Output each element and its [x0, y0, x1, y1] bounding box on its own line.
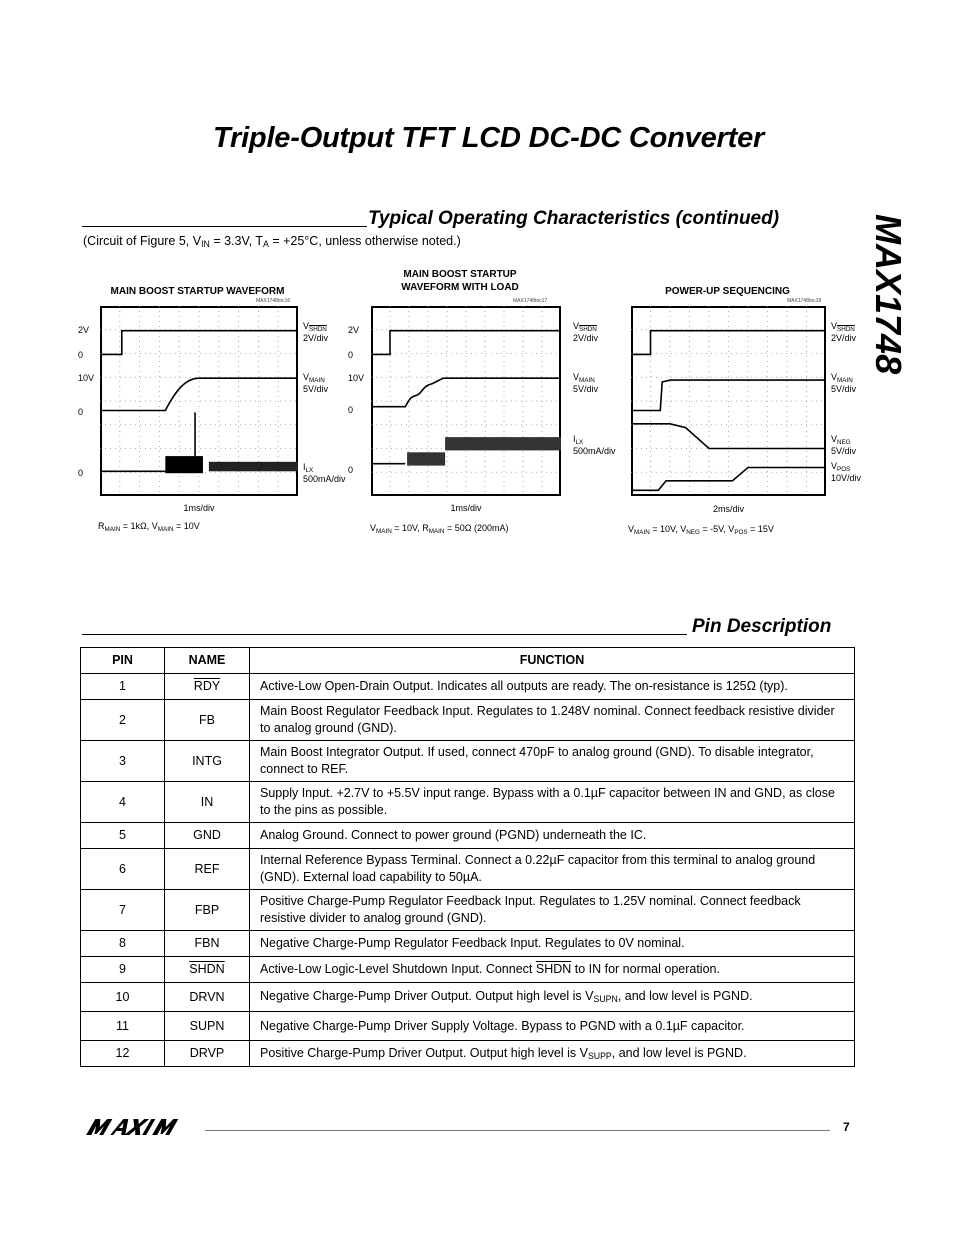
pin-name: DRVN	[165, 983, 250, 1012]
pin-name: SUPN	[165, 1012, 250, 1041]
pin-number: 2	[81, 700, 165, 741]
pin-function: Analog Ground. Connect to power ground (PGND) underneath the IC.	[250, 823, 855, 849]
header-function: FUNCTION	[250, 648, 855, 674]
chart-title: MAIN BOOST STARTUP WAVEFORM	[110, 286, 285, 297]
table-row	[81, 1041, 855, 1067]
pin-function: Main Boost Regulator Feedback Input. Regulates to 1.248V nominal. Connect feedback resistive divider to analog ground (GND).	[250, 700, 855, 741]
y-axis-label: 0	[348, 465, 354, 475]
chart-title: POWER-UP SEQUENCING	[665, 286, 790, 297]
section-rule	[82, 226, 367, 227]
channel-label: $V_{SHDN}$ 2V/div	[303, 321, 329, 343]
channel-label: $I_{LX}$ 500mA/div	[573, 434, 616, 456]
table-header-row	[81, 648, 855, 674]
channel-label: $V_{NEG}$ 5V/div	[831, 434, 857, 456]
table-row	[81, 782, 855, 823]
pin-number: 12	[81, 1041, 165, 1067]
test-conditions: (Circuit of Figure 5, $V_{IN} = 3.3V$, $T_A = +25^\circ C$, unless otherwise noted.)	[83, 234, 461, 249]
y-axis-label: 2V	[348, 325, 360, 335]
pin-number: 6	[81, 849, 165, 890]
channel-label: $V_{MAIN}$ 5V/div	[573, 372, 599, 394]
pin-number: 4	[81, 782, 165, 823]
pin-description-title: Pin Description	[692, 616, 832, 637]
oscilloscope-plot	[631, 306, 826, 496]
table-row	[81, 983, 855, 1012]
pin-number: 11	[81, 1012, 165, 1041]
pin-number: 3	[81, 741, 165, 782]
trace-ilx-burst	[407, 452, 445, 465]
toc-section-title: Typical Operating Characteristics (continued)	[368, 208, 780, 229]
table-row	[81, 741, 855, 782]
pin-description-table	[80, 647, 855, 1067]
trace-vmain	[631, 380, 826, 410]
y-axis-label: 10V	[78, 373, 95, 383]
channel-label: $I_{LX}$ 500mA/div	[303, 462, 346, 484]
table-row	[81, 849, 855, 890]
pin-function: Negative Charge-Pump Driver Supply Voltage. Bypass to PGND with a 0.1µF capacitor.	[250, 1012, 855, 1041]
trace-vmain	[371, 378, 561, 407]
channel-label: $V_{SHDN}$ 2V/div	[831, 321, 857, 343]
pin-name: FBN	[165, 931, 250, 957]
channel-label: $V_{SHDN}$ 2V/div	[573, 321, 599, 343]
pin-function: Active-Low Open-Drain Output. Indicates all outputs are ready. The on-resistance is 125Ω (typ).	[250, 674, 855, 700]
y-axis-label: 0	[348, 350, 354, 360]
y-axis-label: 0	[348, 405, 354, 415]
chart-code: MAX1748toc18	[787, 298, 822, 304]
trace-ilx-burst	[209, 462, 298, 472]
trace-ilx-burst	[165, 456, 203, 473]
channel-label: $V_{MAIN}$ 5V/div	[831, 372, 857, 394]
footer-rule	[205, 1130, 830, 1131]
chart-code: MAX1748toc17	[513, 298, 548, 304]
pin-number: 8	[81, 931, 165, 957]
table-row	[81, 957, 855, 983]
trace-ilx-burst	[445, 437, 561, 450]
pin-number: 10	[81, 983, 165, 1012]
header-name: NAME	[165, 648, 250, 674]
pin-name: SHDN	[165, 957, 250, 983]
pin-name: $\overline{RDY}$	[165, 674, 250, 700]
chart-code: MAX1748toc16	[256, 298, 291, 304]
pin-name: REF	[165, 849, 250, 890]
pin-name: FB	[165, 700, 250, 741]
y-axis-label: 2V	[78, 325, 90, 335]
page-number: 7	[843, 1120, 850, 1134]
trace-shdn	[100, 331, 298, 355]
pin-name: INTG	[165, 741, 250, 782]
table-row	[81, 700, 855, 741]
pin-name: GND	[165, 823, 250, 849]
y-axis-label: 0	[78, 468, 84, 478]
pin-function: Active-Low Logic-Level Shutdown Input. Connect SHDN to IN for normal operation.	[250, 957, 855, 983]
channel-label: $V_{MAIN}$ 5V/div	[303, 372, 329, 394]
oscilloscope-plot	[371, 306, 561, 496]
y-axis-label: 0	[78, 350, 84, 360]
part-number-tab: MAX1748	[868, 214, 909, 375]
x-axis-label: 2ms/div	[712, 504, 744, 514]
table-row	[81, 890, 855, 931]
pin-function: Main Boost Integrator Output. If used, connect 470pF to analog ground (GND). To disable integrator, connect to REF.	[250, 741, 855, 782]
section-rule	[82, 634, 687, 635]
x-axis-label: 1ms/div	[450, 503, 482, 513]
oscilloscope-plot	[100, 306, 298, 496]
table-row	[81, 1012, 855, 1041]
chart-caption: $V_{MAIN} = 10V$, $R_{MAIN} = 50\Omega$ (200mA)	[370, 523, 509, 535]
pin-name: FBP	[165, 890, 250, 931]
pin-name: IN	[165, 782, 250, 823]
chart-caption: $V_{MAIN} = 10V$, $V_{NEG} = -5V$, $V_{POS} = 15V$	[628, 524, 774, 536]
pin-function: Supply Input. +2.7V to +5.5V input range. Bypass with a 0.1µF capacitor between IN and GND, as close to the pins as possible.	[250, 782, 855, 823]
waveform-traces	[371, 331, 561, 466]
channel-label: $V_{POS}$ 10V/div	[831, 461, 862, 483]
table-row	[81, 674, 855, 700]
pin-number: 7	[81, 890, 165, 931]
pin-number: 9	[81, 957, 165, 983]
header-pin: PIN	[81, 648, 165, 674]
trace-vmain	[100, 378, 298, 410]
pin-function: Internal Reference Bypass Terminal. Connect a 0.22µF capacitor from this terminal to analog ground (GND). External load capability to 50µA.	[250, 849, 855, 890]
x-axis-label: 1ms/div	[183, 503, 215, 513]
pin-function: Negative Charge-Pump Regulator Feedback Input. Regulates to 0V nominal.	[250, 931, 855, 957]
trace-shdn	[371, 331, 561, 355]
pin-function: Positive Charge-Pump Regulator Feedback Input. Regulates to 1.25V nominal. Connect feedback resistive divider to analog ground (GND).	[250, 890, 855, 931]
pin-name: DRVP	[165, 1041, 250, 1067]
chart-title: MAIN BOOST STARTUP WAVEFORM WITH LOAD	[401, 269, 519, 293]
page-title: Triple-Output TFT LCD DC-DC Converter	[213, 122, 765, 154]
y-axis-label: 10V	[348, 373, 365, 383]
pin-number: 5	[81, 823, 165, 849]
table-row	[81, 931, 855, 957]
maxim-logo	[84, 1117, 192, 1137]
pin-function: Negative Charge-Pump Driver Output. Output high level is $V_{SUPN}$, and low level is PGND.	[250, 983, 855, 1012]
chart-caption: $R_{MAIN} = 1k\Omega$, $V_{MAIN} = 10V$	[98, 521, 200, 533]
pin-function: Positive Charge-Pump Driver Output. Output high level is $V_{SUPP}$, and low level is PGND.	[250, 1041, 855, 1067]
y-axis-label: 0	[78, 407, 84, 417]
trace-shdn	[631, 331, 826, 355]
pin-number: 1	[81, 674, 165, 700]
table-row	[81, 823, 855, 849]
